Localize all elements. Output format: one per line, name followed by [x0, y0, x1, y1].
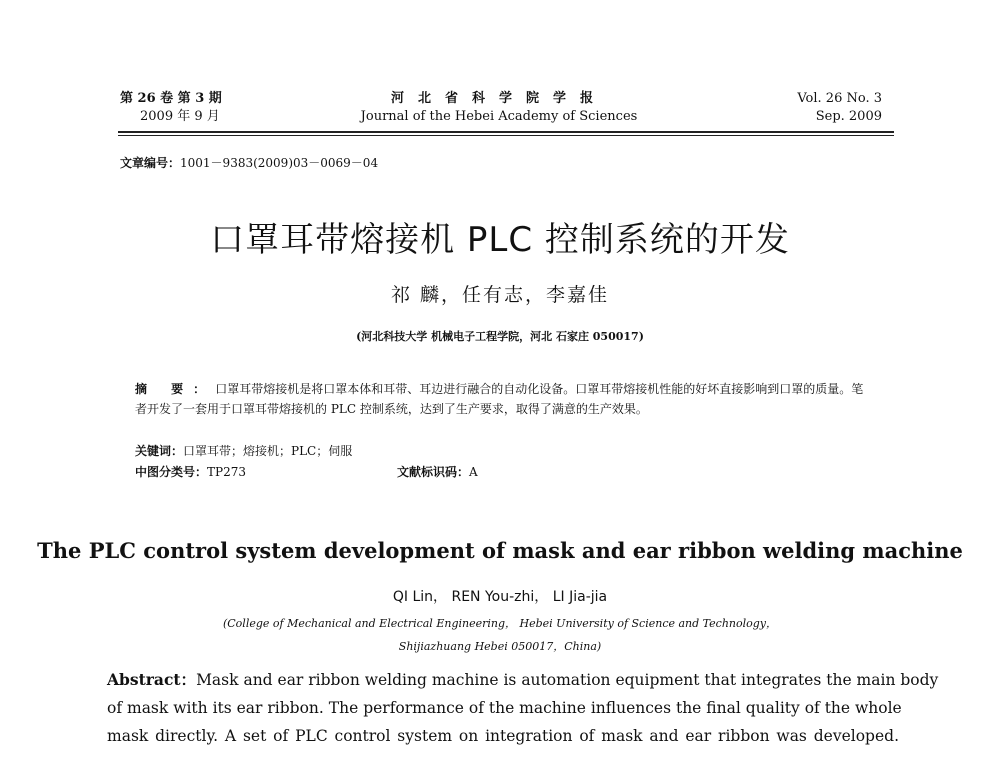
abstract-cn — [135, 379, 875, 419]
classification-value: TP273 — [207, 465, 246, 479]
journal-name — [358, 90, 640, 126]
affiliation-en-line1: (College of Mechanical and Electrical Engineering， Hebei University of Science and Technology， — [222, 617, 778, 630]
classification-label: 中图分类号： — [135, 465, 208, 479]
abstract-en-label: Abstract： — [107, 670, 197, 689]
authors-en: QI Lin， REN You-zhi， LI Jia-jia — [392, 589, 608, 605]
classification-line — [135, 463, 478, 480]
issue-date-en: Sep. 2009 — [815, 109, 882, 124]
abstract-en-text-1: Mask and ear ribbon welding machine is automation equipment that integrates the main body — [196, 671, 939, 689]
title-en: The PLC control system development of mask and ear ribbon welding machine — [37, 538, 963, 563]
issue-date: 2009 年 9 月 — [140, 109, 220, 124]
abstract-cn-text: 口罩耳带熔接机是将口罩本体和耳带、耳边进行融合的自动化设备。口罩耳带熔接机性能的好坏直接影响到口罩的质量。笔者开发了一套用于口罩耳带熔接机的 PLC 控制系统，达到了生产要求，取得了满意的生产效果。 — [135, 382, 864, 416]
document-code — [397, 463, 478, 480]
abstract-en-line — [107, 666, 939, 694]
affiliation-en-line2: Shijiazhuang Hebei 050017，China) — [398, 640, 602, 653]
header-rule-thick — [118, 131, 894, 133]
keywords-cn — [135, 441, 875, 461]
article-number-label: 文章编号： — [120, 156, 181, 170]
article-number-value: 1001－9383(2009)03－0069－04 — [180, 156, 379, 170]
journal-volume-info — [120, 90, 222, 126]
abstract-cn-label: 摘 要： — [135, 382, 216, 396]
journal-volume-info-en — [740, 90, 882, 126]
abstract-en — [107, 666, 939, 750]
abstract-en-line: mask directly. A set of PLC control system on integration of mask and ear ribbon was developed. — [107, 727, 899, 745]
keywords-cn-label: 关键词： — [135, 444, 184, 458]
journal-name-cn: 河北省科学院学报 — [390, 91, 607, 106]
title-cn: 口罩耳带熔接机 PLC 控制系统的开发 — [210, 220, 790, 260]
abstract-en-line: of mask with its ear ribbon. The performance of the machine influences the final quality of the whole — [107, 699, 902, 717]
affiliation-cn: (河北科技大学 机械电子工程学院，河北 石家庄 050017) — [356, 330, 644, 343]
header-rule-thin — [118, 135, 894, 136]
journal-name-en: Journal of the Hebei Academy of Sciences — [360, 109, 638, 124]
document-code-value: A — [469, 465, 478, 479]
keywords-cn-text: 口罩耳带；熔接机；PLC；伺服 — [183, 444, 353, 458]
document-code-label: 文献标识码： — [397, 465, 470, 479]
article-number — [120, 154, 378, 171]
volume-issue: 第 26 卷 第 3 期 — [120, 91, 222, 106]
volume-issue-en: Vol. 26 No. 3 — [797, 91, 882, 106]
authors-cn: 祁 麟，任有志，李嘉佳 — [390, 284, 610, 306]
